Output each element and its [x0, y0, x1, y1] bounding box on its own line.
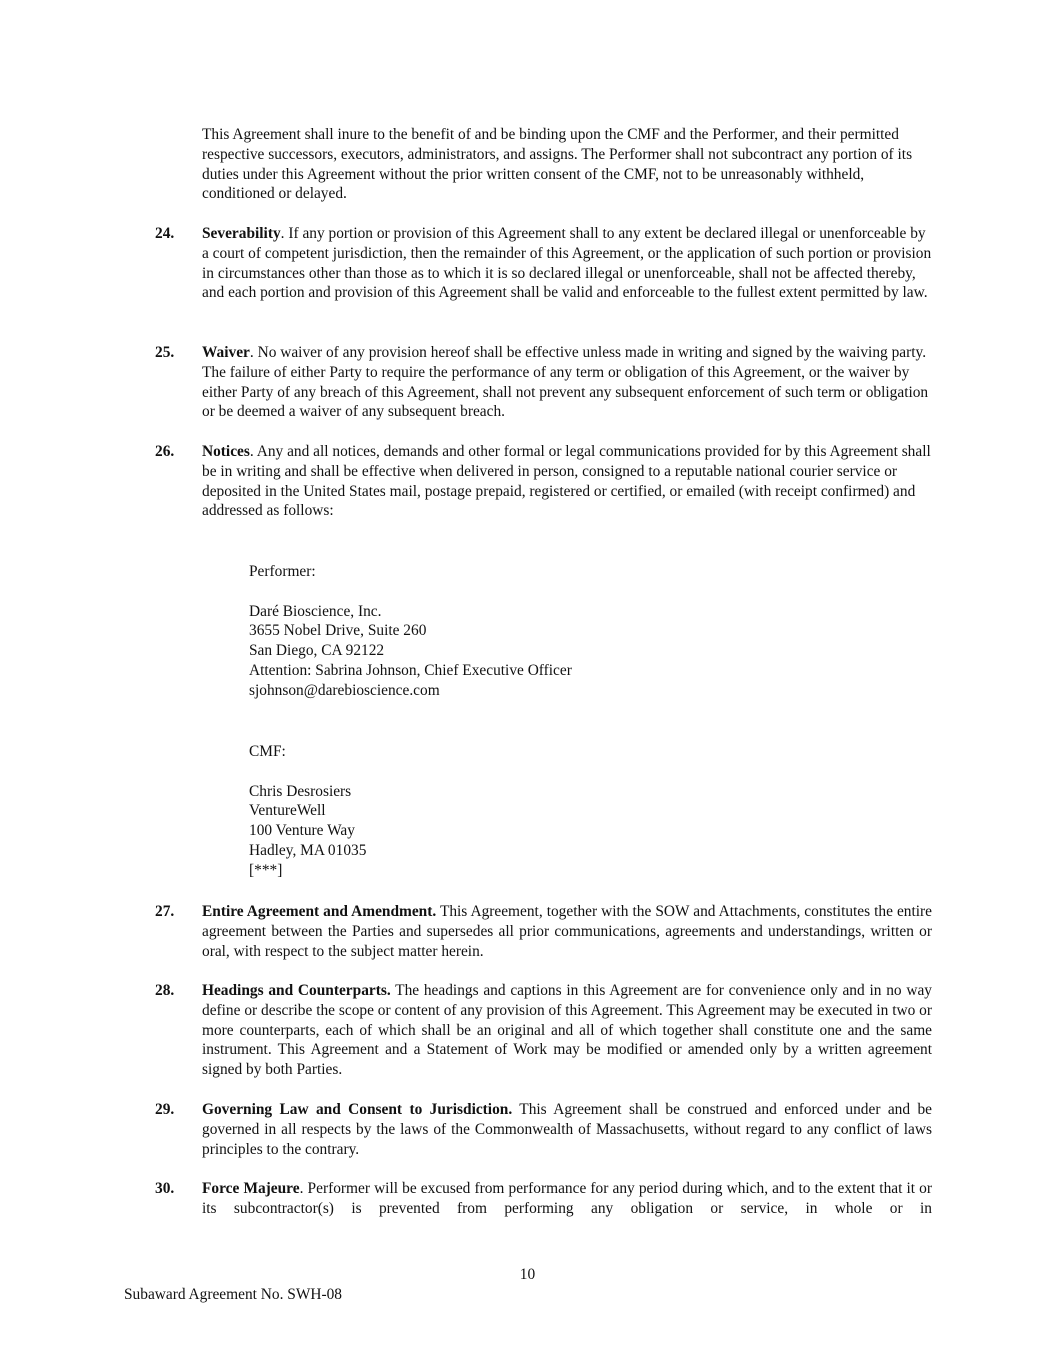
cmf-label: CMF:: [249, 743, 286, 760]
section-text: The headings and captions in this Agreement are for convenience only and in no way define or describe the scope or content of any provision of this Agreement. This Agreement may be executed in two or more counterparts, each of which shall be an original and all of which together shall constitute one and the same instrument. This Agreement and a Statement of Work may be modified or amended only by a written agreement signed by both Parties.: [202, 982, 932, 1079]
section-body: [202, 442, 932, 521]
performer-city: San Diego, CA 92122: [249, 642, 385, 660]
section-title: Notices: [202, 443, 250, 460]
section-title: Governing Law and Consent to Jurisdiction.: [202, 1101, 513, 1118]
cmf-redacted: [***]: [249, 861, 283, 879]
section-text: Any and all notices, demands and other formal or legal communications provided for by this Agreement shall be in writing and shall be effective when delivered in person, consigned to a reputable national courier service or deposited in the United States mail, postage prepaid, registered or certified, or emailed (with receipt confirmed) and addressed as follows:: [202, 443, 931, 520]
section-text: No waiver of any provision hereof shall be effective unless made in writing and signed by the waiving party. The failure of either Party to require the performance of any term or obligation of this Agreement, or the waiver by either Party of any breach of this Agreement, shall not prevent any subsequent enforcement of such term or obligation or be deemed a waiver of any subsequent breach.: [202, 344, 929, 421]
section-28-headings: [155, 981, 935, 1080]
section-number: 28.: [155, 982, 175, 999]
section-30-force-majeure: [155, 1179, 935, 1219]
section-number: 30.: [155, 1180, 175, 1197]
section-26-notices: [155, 442, 935, 521]
performer-company: Daré Bioscience, Inc.: [249, 602, 382, 620]
section-title: Headings and Counterparts.: [202, 982, 391, 999]
section-text: This Agreement shall be construed and enforced under and be governed in all respects by the laws of the Commonwealth of Massachusetts, without regard to any conflict of laws principles to the contrary.: [202, 1101, 932, 1158]
performer-street: 3655 Nobel Drive, Suite 260: [249, 622, 427, 640]
cmf-street: 100 Venture Way: [249, 822, 355, 840]
section-25-waiver: [155, 343, 935, 422]
page-number: 10: [519, 1266, 536, 1283]
section-text: If any portion or provision of this Agreement shall to any extent be declared illegal or unenforceable by a court of competent jurisdiction, then the remainder of this Agreement, or the application of such portion or provision in circumstances other than those as to which it is so declared illegal or unenforceable, shall not be affected thereby, and each portion and provision of this Agreement shall be valid and enforceable to the fullest extent permitted by law.: [202, 225, 932, 302]
footer-agreement-number: Subaward Agreement No. SWH-08: [124, 1286, 342, 1303]
intro-paragraph: This Agreement shall inure to the benefit of and be binding upon the CMF and the Performer, and their permitted respective successors, executors, administrators, and assigns. The Performer shall not subcontract any portion of its duties under this Agreement without the prior written consent of the CMF, not to be unreasonably withheld, conditioned or delayed.: [202, 126, 913, 203]
cmf-organization: VentureWell: [249, 802, 326, 820]
section-title: Force Majeure: [202, 1180, 300, 1197]
section-number: 29.: [155, 1101, 175, 1118]
section-number: 25.: [155, 344, 175, 361]
section-title: Entire Agreement and Amendment.: [202, 903, 437, 920]
section-29-governing-law: [155, 1100, 935, 1159]
section-body: [202, 902, 932, 961]
section-text: Performer will be excused from performance for any period during which, and to the extent that it or its subcontractor(s) is prevented from performing any obligation or service, in whole or in: [202, 1180, 932, 1217]
section-body: [202, 1179, 932, 1219]
section-body: [202, 343, 932, 422]
performer-email: sjohnson@darebioscience.com: [249, 681, 440, 699]
section-body: [202, 981, 932, 1080]
title-punct: .: [249, 443, 254, 460]
section-title: Severability: [202, 225, 281, 242]
performer-label: Performer:: [249, 563, 316, 580]
cmf-city: Hadley, MA 01035: [249, 841, 367, 859]
section-text: This Agreement, together with the SOW and Attachments, constitutes the entire agreement between the Parties and supersedes all prior communications, agreements and understandings, written or oral, with respect to the subject matter herein.: [202, 903, 932, 960]
section-24-severability: [155, 224, 935, 303]
title-punct: .: [249, 344, 254, 361]
section-body: [202, 224, 932, 303]
section-number: 27.: [155, 903, 175, 920]
cmf-contact: Chris Desrosiers: [249, 782, 352, 800]
title-punct: .: [299, 1180, 304, 1197]
section-title: Waiver: [202, 344, 250, 361]
section-number: 24.: [155, 225, 175, 242]
performer-attention: Attention: Sabrina Johnson, Chief Executive Officer: [249, 661, 572, 679]
section-27-entire-agreement: [155, 902, 935, 961]
title-punct: .: [280, 225, 285, 242]
performer-address-block: [249, 562, 572, 701]
cmf-address-block: [249, 742, 366, 881]
section-number: 26.: [155, 443, 175, 460]
section-body: [202, 1100, 932, 1159]
